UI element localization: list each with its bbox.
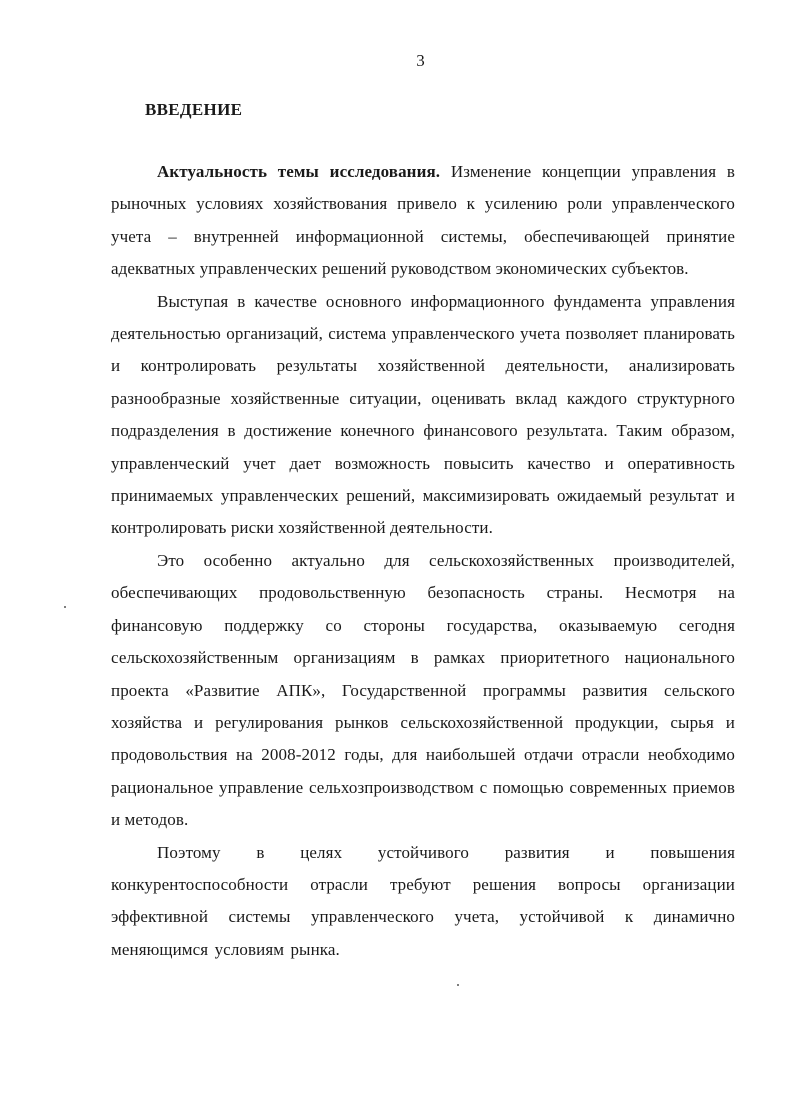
paragraph-text: Изменение концепции управления в рыночных условиях хозяйствования привело к усилению роли управленческого учета – внутренней информационной системы, обеспечивающей принятие адекватных управленческих решений руководством экономических субъектов. — [111, 162, 735, 279]
paragraph-agriculture: Это особенно актуально для сельскохозяйственных производителей, обеспечивающих продовольственную безопасность страны. Несмотря на финансовую поддержку со стороны государства, оказываемую сегодня сельскохозяйственным организациям в рамках приоритетного национального проекта «Развитие АПК», Государственной программы развития сельского хозяйства и регулирования рынков сельскохозяйственной продукции, сырья и продовольствия на 2008-2012 годы, для наибольшей отдачи отрасли необходимо рациональное управление сельхозпроизводством с помощью современных приемов и методов. — [111, 550, 735, 830]
page-number: 3 — [416, 51, 425, 70]
scan-speck — [457, 984, 459, 986]
section-heading: ВВЕДЕНИЕ — [145, 100, 243, 119]
scan-speck — [64, 606, 66, 608]
paragraph-conclusion: Поэтому в целях устойчивого развития и повышения конкурентоспособности отрасли требуют решения вопросы организации эффективной системы управленческого учета, устойчивой к динамично меняющимся условиям рынка. — [111, 842, 735, 959]
body-text — [111, 156, 735, 966]
paragraph-relevance — [111, 156, 735, 286]
paragraph-management-accounting: Выступая в качестве основного информационного фундамента управления деятельностью организаций, система управленческого учета позволяет планировать и контролировать результаты хозяйственной деятельности, анализировать разнообразные хозяйственные ситуации, оценивать вклад каждого структурного подразделения в достижение конечного финансового результата. Таким образом, управленческий учет дает возможность повысить качество и оперативность принимаемых управленческих решений, максимизировать ожидаемый результат и контролировать риски хозяйственной деятельности. — [111, 291, 735, 538]
paragraph-lead: Актуальность темы исследования. — [157, 162, 441, 181]
